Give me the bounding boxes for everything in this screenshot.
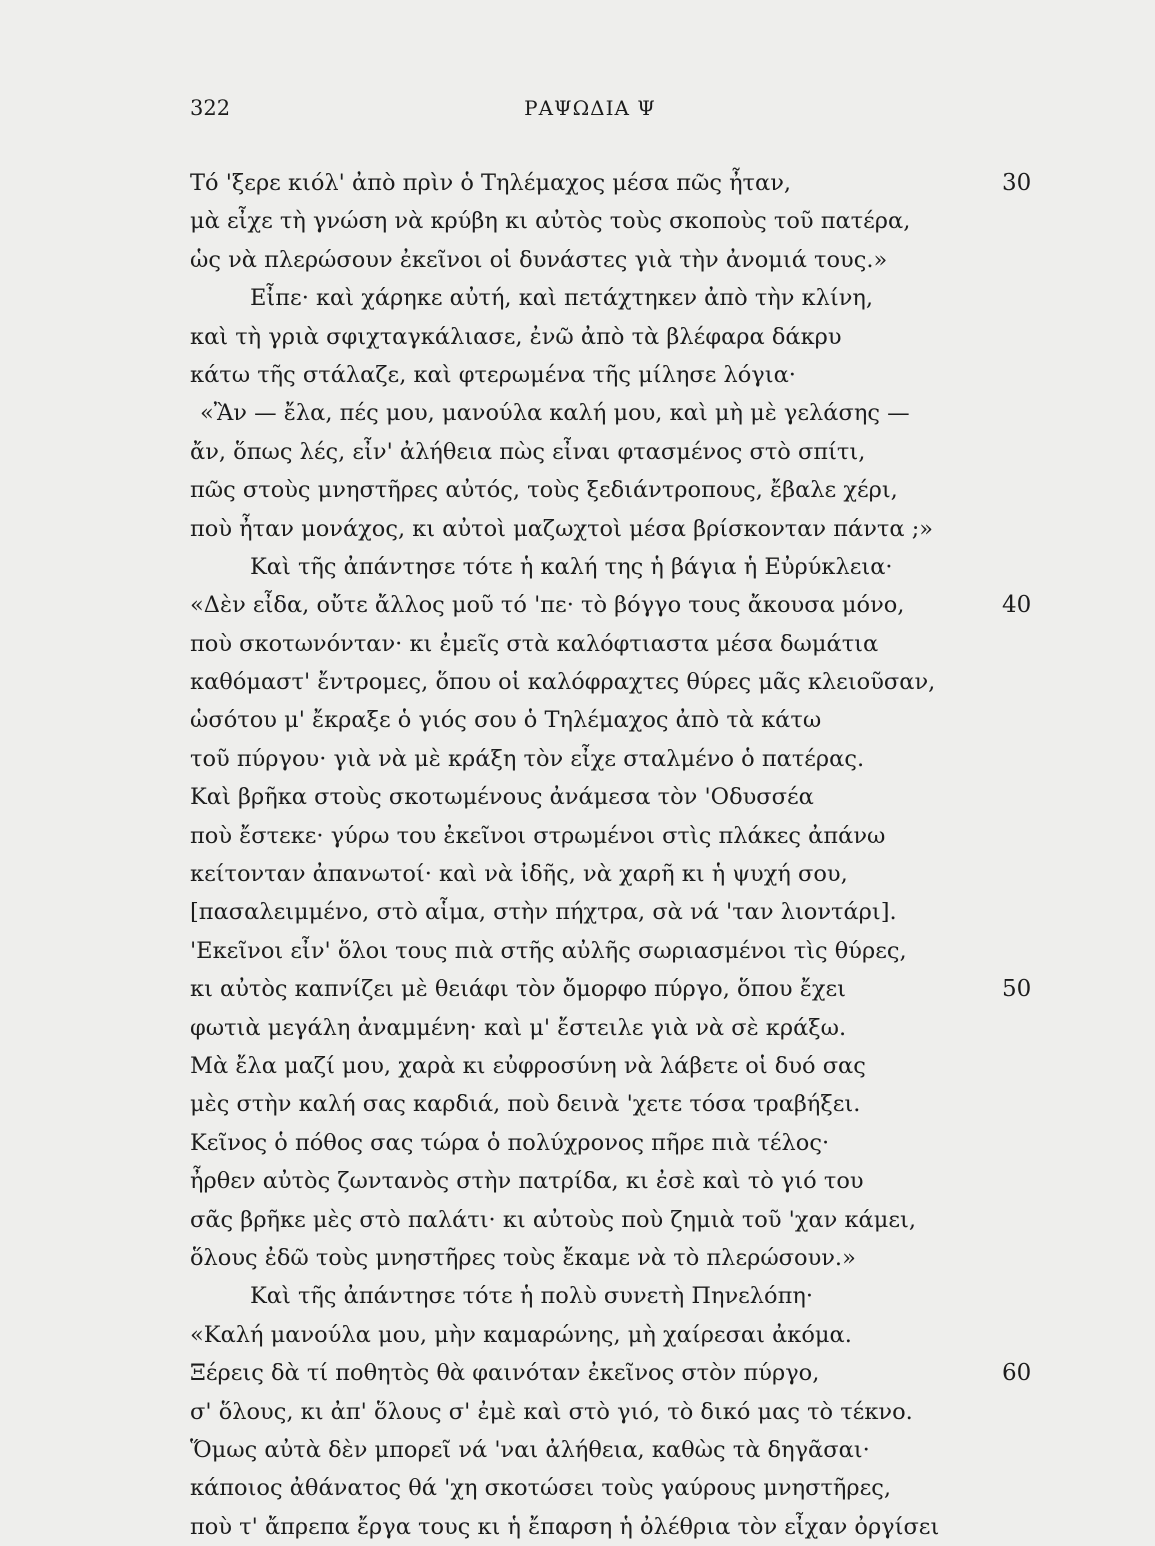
verse-line — [190, 1124, 990, 1162]
verse-line — [190, 1431, 990, 1469]
verse-text: σ' ὅλους, κι ἀπ' ὅλους σ' ἐμὲ καὶ στὸ γιό, τὸ δικό μας τὸ τέκνο. — [190, 1398, 913, 1425]
verse-line — [190, 548, 990, 586]
verse-text: ποὺ ἔστεκε· γύρω του ἐκεῖνοι στρωμένοι στὶς πλάκες ἀπάνω — [190, 822, 886, 849]
verse-text: ἄν, ὅπως λές, εἶν' ἀλήθεια πὼς εἶναι φτασμένος στὸ σπίτι, — [190, 438, 866, 465]
verse-line — [190, 318, 990, 356]
verse-line — [190, 970, 1032, 1008]
verse-line — [190, 1201, 990, 1239]
verse-line — [190, 471, 990, 509]
line-number: 40 — [1002, 592, 1032, 619]
verse-text: ποὺ ἦταν μονάχος, κι αὐτοὶ μαζωχτοὶ μέσα βρίσκονταν πάντα ;» — [190, 515, 934, 542]
verse-text: «Καλή μανούλα μου, μὴν καμαρώνης, μὴ χαίρεσαι ἀκόμα. — [190, 1321, 852, 1348]
verse-line — [190, 433, 990, 471]
verse-line — [190, 1316, 990, 1354]
verse-line — [190, 1047, 990, 1085]
verse-line — [190, 625, 990, 663]
verse-line — [190, 164, 1032, 202]
verse-text: ποὺ σκοτωνόνταν· κι ἐμεῖς στὰ καλόφτιαστα μέσα δωμάτια — [190, 630, 879, 657]
verse-text: Εἶπε· καὶ χάρηκε αὐτή, καὶ πετάχτηκεν ἀπὸ τὴν κλίνη, — [250, 285, 874, 312]
verse-line — [190, 394, 990, 432]
line-number: 60 — [1002, 1360, 1032, 1387]
verse-text: Τό 'ξερε κιόλ' ἀπὸ πρὶν ὁ Τηλέμαχος μέσα πῶς ἦταν, — [190, 170, 792, 196]
verse-line — [190, 1239, 990, 1277]
verse-text: σᾶς βρῆκε μὲς στὸ παλάτι· κι αὐτοὺς ποὺ ζημιὰ τοῦ 'χαν κάμει, — [190, 1206, 916, 1233]
verse-text: καθόμαστ' ἔντρομες, ὅπου οἱ καλόφραχτες θύρες μᾶς κλειοῦσαν, — [190, 669, 936, 696]
verse-text: Κεῖνος ὁ πόθος σας τώρα ὁ πολύχρονος πῆρε πιὰ τέλος· — [190, 1129, 830, 1156]
verse-line — [190, 893, 990, 931]
verse-text: ὡς νὰ πλερώσουν ἐκεῖνοι οἱ δυνάστες γιὰ τὴν ἀνομιά τους.» — [190, 246, 888, 273]
verse-line — [190, 1508, 990, 1546]
verse-text: κάποιος ἀθάνατος θά 'χη σκοτώσει τοὺς γαύρους μνηστῆρες, — [190, 1475, 892, 1502]
page-number: 322 — [190, 96, 231, 120]
verse-line — [190, 1162, 990, 1200]
verse-line — [190, 202, 990, 240]
verse-text: πῶς στοὺς μνηστῆρες αὐτός, τοὺς ξεδιάντροπους, ἔβαλε χέρι, — [190, 477, 898, 504]
verse-text: μὲς στὴν καλή σας καρδιά, ποὺ δεινὰ 'χετε τόσα τραβήξει. — [190, 1091, 861, 1118]
verse-text: τοῦ πύργου· γιὰ νὰ μὲ κράξη τὸν εἶχε σταλμένο ὁ πατέρας. — [190, 745, 865, 772]
verse-line — [190, 510, 990, 548]
verse-text: φωτιὰ μεγάλη ἀναμμένη· καὶ μ' ἔστειλε γιὰ νὰ σὲ κράξω. — [190, 1014, 847, 1041]
verse-line — [190, 586, 1032, 624]
line-number: 30 — [1002, 170, 1032, 196]
verse-line — [190, 1469, 990, 1507]
verse-line — [190, 1085, 990, 1123]
verse-text: ἦρθεν αὐτὸς ζωντανὸς στὴν πατρίδα, κι ἐσὲ καὶ τὸ γιό του — [190, 1168, 864, 1195]
verse-line — [190, 356, 990, 394]
verse-text: ὅλους ἐδῶ τοὺς μνηστῆρες τοὺς ἔκαμε νὰ τὸ πλερώσουν.» — [190, 1244, 856, 1271]
verse-line — [190, 701, 990, 739]
verse-line — [190, 778, 990, 816]
verse-line — [190, 932, 990, 970]
verse-line — [190, 855, 990, 893]
verse-text: κείτονταν ἀπανωτοί· καὶ νὰ ἰδῆς, νὰ χαρῆ κι ἡ ψυχή σου, — [190, 861, 848, 888]
verse-text: ποὺ τ' ἄπρεπα ἔργα τους κι ἡ ἔπαρση ἡ ὀλέθρια τὸν εἶχαν ὀργίσει — [190, 1513, 940, 1540]
verse-text: Ξέρεις δὰ τί ποθητὸς θὰ φαινόταν ἐκεῖνος στὸν πύργο, — [190, 1360, 820, 1387]
verse-line — [190, 1009, 990, 1047]
line-number: 50 — [1002, 976, 1032, 1003]
verse-text: Μὰ ἔλα μαζί μου, χαρὰ κι εὐφροσύνη νὰ λάβετε οἱ δυό σας — [190, 1052, 866, 1079]
verse-line — [190, 663, 990, 701]
verse-line — [190, 817, 990, 855]
verse-line — [190, 1354, 1032, 1392]
verse-text: ὡσότου μ' ἔκραξε ὁ γιός σου ὁ Τηλέμαχος ἀπὸ τὰ κάτω — [190, 707, 822, 734]
verse-line — [190, 279, 990, 317]
poem-text — [190, 164, 1032, 1546]
verse-line — [190, 241, 990, 279]
verse-text: καὶ τὴ γριὰ σφιχταγκάλιασε, ἐνῶ ἀπὸ τὰ βλέφαρα δάκρυ — [190, 323, 842, 350]
verse-text: Καὶ βρῆκα στοὺς σκοτωμένους ἀνάμεσα τὸν 'Οδυσσέα — [190, 784, 814, 811]
verse-text: «Δὲν εἶδα, οὔτε ἄλλος μοῦ τό 'πε· τὸ βόγγο τους ἄκουσα μόνο, — [190, 592, 905, 619]
verse-text: «Ἂν — ἔλα, πές μου, μανούλα καλή μου, καὶ μὴ μὲ γελάσης — — [200, 400, 910, 427]
verse-text: κάτω τῆς στάλαζε, καὶ φτερωμένα τῆς μίλησε λόγια· — [190, 361, 796, 388]
page-header — [190, 96, 990, 126]
verse-line — [190, 1277, 990, 1315]
running-title: ΡΑΨΩΔΙΑ Ψ — [524, 96, 656, 120]
verse-text: κι αὐτὸς καπνίζει μὲ θειάφι τὸν ὄμορφο πύργο, ὅπου ἔχει — [190, 976, 846, 1003]
verse-text: [πασαλειμμένο, στὸ αἷμα, στὴν πήχτρα, σὰ νά 'ταν λιοντάρι]. — [190, 899, 897, 926]
verse-text: 'Εκεῖνοι εἶν' ὅλοι τους πιὰ στῆς αὐλῆς σωριασμένοι τὶς θύρες, — [190, 937, 907, 964]
verse-text: Ὅμως αὐτὰ δὲν μπορεῖ νά 'ναι ἀλήθεια, καθὼς τὰ δηγᾶσαι· — [190, 1436, 870, 1463]
verse-text: Καὶ τῆς ἀπάντησε τότε ἡ καλή της ἡ βάγια ἡ Εὐρύκλεια· — [250, 553, 893, 580]
verse-text: Καὶ τῆς ἀπάντησε τότε ἡ πολὺ συνετὴ Πηνελόπη· — [250, 1283, 814, 1310]
verse-line — [190, 1393, 990, 1431]
verse-text: μὰ εἶχε τὴ γνώση νὰ κρύβη κι αὐτὸς τοὺς σκοποὺς τοῦ πατέρα, — [190, 208, 911, 235]
verse-line — [190, 740, 990, 778]
